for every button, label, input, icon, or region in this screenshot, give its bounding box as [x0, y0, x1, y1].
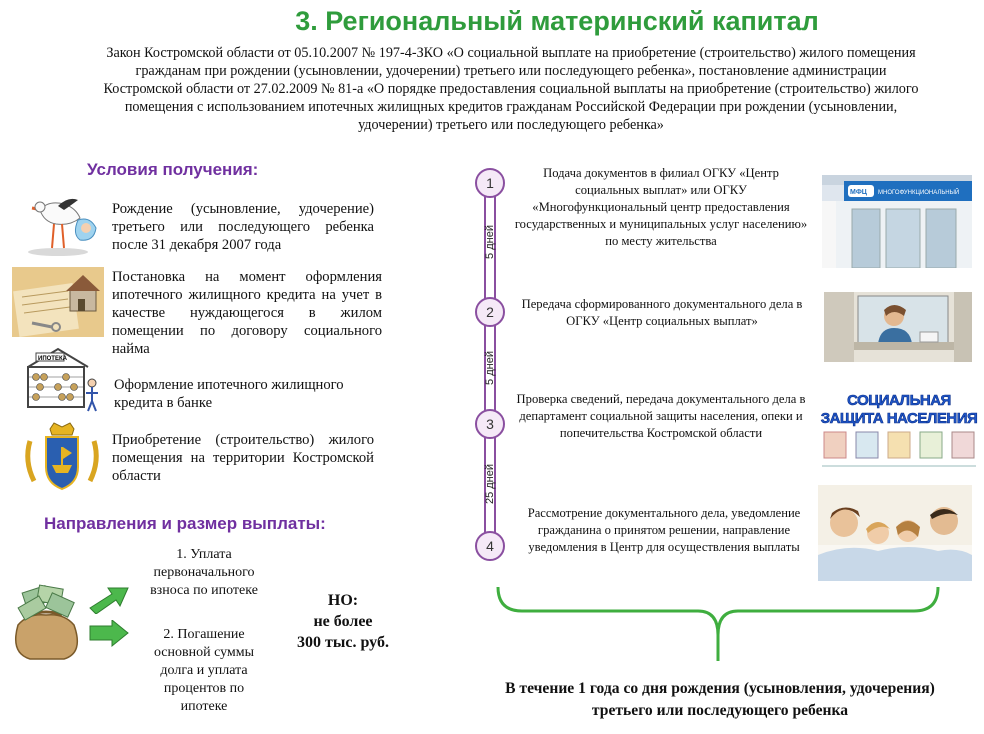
step-text: Передача сформированного документального дела в ОГКУ «Центр социальных выплат» — [521, 297, 803, 328]
arrow-icon — [88, 620, 132, 650]
condition-text: Приобретение (строительство) жилого помещения на территории Костромской области — [112, 432, 374, 484]
arrow-icon — [88, 584, 132, 614]
step-text: Проверка сведений, передача документального дела в департамент социальной защиты населения, опеки и попечительства Костромской области — [516, 392, 806, 440]
payment-option-1: 1. Уплата первоначального взноса по ипотеке — [150, 547, 258, 598]
page-title: 3. Региональный материнский капитал — [295, 6, 819, 36]
but-label: НО: — [327, 592, 359, 609]
banner-text: СОЦИАЛЬНАЯ ЗАЩИТА НАСЕЛЕНИЯ — [820, 392, 978, 427]
step-text: Подача документов в филиал ОГКУ «Центр социальных выплат» или ОГКУ «Многофункциональный центр предоставления государственных и муниципальных услуг населению» по месту жительства — [514, 166, 808, 248]
social-protection-banner — [818, 384, 980, 476]
interval-label: 25 дней — [484, 463, 496, 505]
limit-amount: 300 тыс. руб. — [297, 634, 389, 651]
conditions-heading: Условия получения: — [87, 160, 259, 179]
step-number-4: 4 — [475, 531, 505, 561]
mfc-building-photo — [822, 175, 972, 268]
law-reference: Закон Костромской области от 05.10.2007 № 197-4-ЗКО «О социальной выплате на приобретение (строительство) жилого помещения гражданам при рождении (усыновлении, удочерении) третьего или последующего ребенка», постановление администрации Костромской области от 27.02.2009 № 81-а «О порядке предоставления социальной выплаты на приобретение (строительство) жилого помещения с использованием ипотечных жилищных кредитов гражданам Российской Федерации при рождении (усыновлении, удочерении) третьего или последующего ребенка» — [103, 45, 919, 133]
payment-option-2: 2. Погашение основной суммы долга и уплата процентов по ипотеке — [153, 627, 255, 714]
family-photo — [818, 485, 972, 581]
money-bag-icon — [4, 583, 88, 663]
payments-heading: Направления и размер выплаты: — [44, 514, 326, 533]
svg-text:МФЦ: МФЦ — [850, 189, 867, 196]
svg-text:ИПОТЕКА: ИПОТЕКА — [38, 356, 67, 362]
step-number-2: 2 — [475, 297, 505, 327]
abacus-mortgage-icon — [22, 345, 102, 415]
interval-label: 5 дней — [484, 351, 496, 385]
interval-label: 5 дней — [484, 225, 496, 259]
step-number-3: 3 — [475, 409, 505, 439]
stork-icon — [18, 190, 106, 260]
kostroma-coat-of-arms-icon — [20, 421, 104, 493]
limit-line: не более — [313, 613, 373, 630]
svg-text:МНОГОФУНКЦИОНАЛЬНЫЙ: МНОГОФУНКЦИОНАЛЬНЫЙ — [878, 190, 960, 196]
step-number-1: 1 — [475, 168, 505, 198]
condition-text: Рождение (усыновление, удочерение) третьего или последующего ребенка после 31 декабря 2007 года — [112, 201, 374, 253]
office-window-photo — [824, 292, 972, 362]
brace-icon — [492, 585, 944, 665]
condition-text: Постановка на момент оформления ипотечного жилищного кредита на учет в качестве нуждающегося в жилом помещении по договору социального найма — [112, 269, 382, 357]
payment-limit — [278, 590, 408, 653]
house-documents-icon — [12, 267, 104, 337]
step-text: Рассмотрение документального дела, уведомление гражданина о принятом решении, направление уведомления в Центр для осуществления выплаты — [527, 506, 801, 554]
condition-text: Оформление ипотечного жилищного кредита в банке — [114, 377, 344, 411]
deadline-text: В течение 1 года со дня рождения (усыновления, удочерения) третьего или последующего ребенка — [505, 680, 935, 719]
